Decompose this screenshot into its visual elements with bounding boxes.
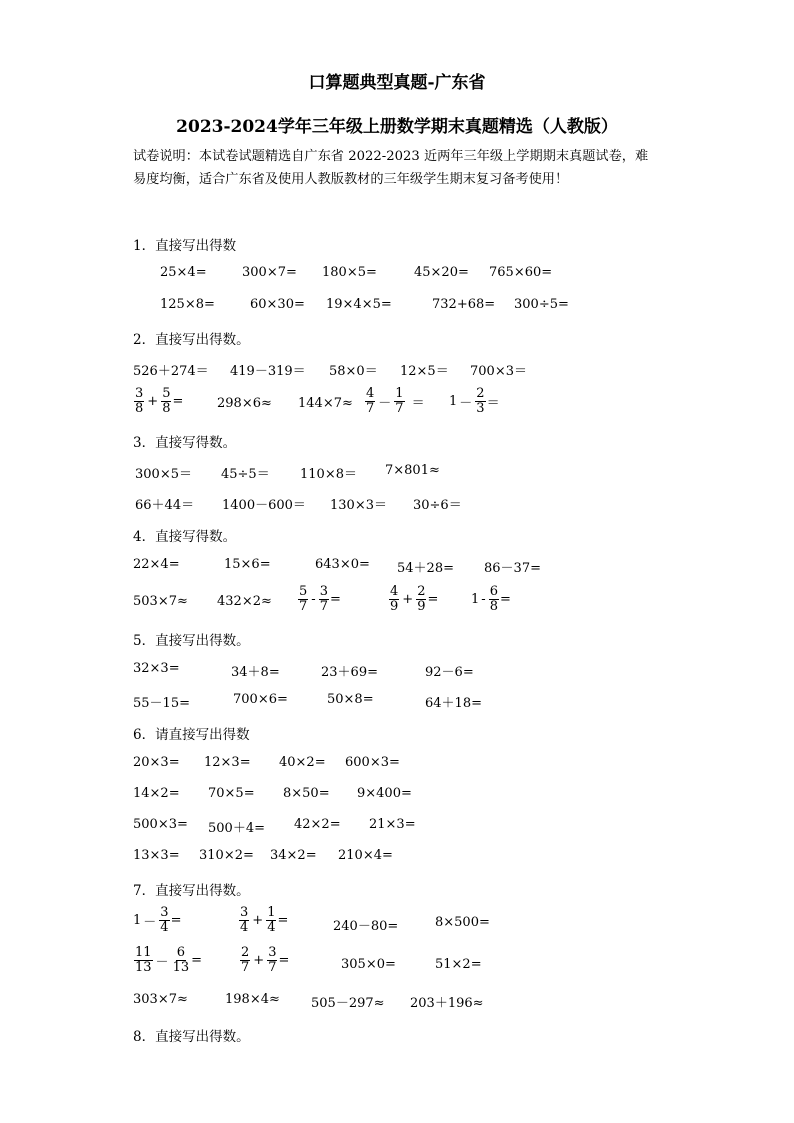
problem: 50×8= [327, 692, 374, 707]
equals-sign: = [278, 953, 290, 968]
problem: 180×5= [322, 265, 377, 280]
problem: 12×5＝ [400, 364, 449, 379]
whole-number: 1 [449, 394, 458, 409]
section-heading: 4．直接写得数。 [133, 529, 237, 545]
problem: 210×4= [338, 848, 393, 863]
problem: 54＋28= [397, 561, 454, 576]
numerator: 3 [319, 584, 328, 599]
problem: 58×0＝ [329, 364, 378, 379]
fraction [239, 906, 249, 935]
section-heading: 3．直接写得数。 [133, 435, 237, 451]
fraction [240, 946, 250, 975]
problem: 700×3＝ [470, 364, 527, 379]
problem: 643×0= [315, 557, 370, 572]
fraction [266, 906, 276, 935]
denominator: 7 [241, 960, 250, 975]
problem: 203＋196≈ [410, 996, 484, 1011]
operator: - [311, 592, 316, 607]
problem: 240－80= [333, 919, 399, 934]
problem: 45÷5＝ [221, 467, 270, 482]
operator: － [378, 396, 392, 411]
operator: － [143, 915, 157, 930]
numerator: 2 [417, 584, 426, 599]
equals-sign: = [329, 592, 341, 607]
numerator: 2 [476, 386, 485, 401]
equals-sign: = [170, 913, 182, 928]
denominator: 4 [160, 920, 169, 935]
problem: 130×3＝ [330, 498, 387, 513]
fraction-problem [239, 946, 289, 975]
numerator: 6 [176, 945, 185, 960]
problem: 303×7≈ [133, 992, 188, 1007]
description-line: 易度均衡，适合广东省及使用人教版教材的三年级学生期末复习备考使用！ [133, 172, 569, 187]
denominator: 8 [489, 599, 498, 614]
problem: 42×2= [294, 817, 341, 832]
whole-number: 1 [133, 913, 142, 928]
denominator: 3 [476, 401, 485, 416]
section-heading: 7．直接写出得数。 [133, 883, 250, 899]
equals-sign: = [172, 394, 184, 409]
problem: 66＋44＝ [135, 498, 195, 513]
problem: 34＋8= [231, 665, 280, 680]
page-title: 口算题典型真题-广东省 [308, 73, 486, 93]
fraction-problem [449, 387, 500, 416]
numerator: 3 [268, 945, 277, 960]
problem: 505－297≈ [311, 996, 385, 1011]
problem: 7×801≈ [385, 463, 440, 478]
numerator: 2 [241, 945, 250, 960]
problem: 9×400= [357, 786, 412, 801]
equals-sign: = [191, 953, 203, 968]
denominator: 7 [395, 401, 404, 416]
problem: 12×3= [204, 755, 251, 770]
section-heading: 2．直接写出得数。 [133, 332, 250, 348]
problem: 13×3= [133, 848, 180, 863]
operator: + [252, 913, 264, 928]
numerator: 4 [390, 584, 399, 599]
numerator: 3 [240, 905, 249, 920]
denominator: 8 [162, 401, 171, 416]
fraction-problem [364, 387, 425, 416]
problem: 300×5＝ [135, 467, 192, 482]
equals-sign: = [277, 913, 289, 928]
denominator: 4 [240, 920, 249, 935]
problem: 92－6= [425, 665, 474, 680]
problem: 32×3= [133, 661, 180, 676]
numerator: 6 [489, 584, 498, 599]
fraction [134, 387, 144, 416]
numerator: 1 [395, 386, 404, 401]
exam-description [133, 145, 673, 191]
fraction [172, 946, 191, 975]
problem: 732+68= [432, 297, 496, 312]
problem: 34×2= [270, 848, 317, 863]
fraction [319, 585, 329, 614]
fraction-problem [238, 906, 288, 935]
fraction [394, 387, 404, 416]
numerator: 11 [135, 945, 152, 960]
fraction [267, 946, 277, 975]
description-line: 试卷说明：本试卷试题精选自广东省 2022-2023 近两年三年级上学期期末真题试卷，难 [133, 149, 649, 164]
problem: 86－37= [484, 561, 541, 576]
problem: 500＋4= [208, 821, 265, 836]
problem: 30÷6＝ [413, 498, 462, 513]
numerator: 1 [267, 905, 276, 920]
operator: + [253, 953, 265, 968]
numerator: 5 [299, 584, 308, 599]
problem: 503×7≈ [133, 594, 188, 609]
problem: 8×500= [435, 915, 490, 930]
problem: 125×8= [160, 297, 215, 312]
denominator: 7 [268, 960, 277, 975]
denominator: 4 [267, 920, 276, 935]
problem: 19×4×5= [326, 297, 392, 312]
numerator: 3 [135, 386, 144, 401]
denominator: 9 [390, 599, 399, 614]
equals-sign: ＝ [486, 396, 500, 411]
problem: 144×7≈ [298, 396, 353, 411]
fraction [475, 387, 485, 416]
page-subtitle: 2023-2024学年三年级上册数学期末真题精选（人教版） [176, 117, 618, 137]
problem: 64＋18= [425, 696, 482, 711]
section-heading: 5．直接写出得数。 [133, 633, 250, 649]
problem: 110×8＝ [300, 467, 357, 482]
denominator: 7 [366, 401, 375, 416]
equals-sign: ＝ [411, 396, 425, 411]
problem: 300÷5= [514, 297, 569, 312]
section-heading: 8．直接写出得数。 [133, 1029, 250, 1045]
problem: 22×4= [133, 557, 180, 572]
fraction-problem [297, 585, 341, 614]
fraction [159, 906, 169, 935]
operator: － [459, 396, 473, 411]
problem: 765×60= [489, 265, 553, 280]
problem: 526＋274＝ [133, 364, 209, 379]
problem: 45×20= [414, 265, 469, 280]
equals-sign: = [499, 592, 511, 607]
problem: 51×2= [435, 957, 482, 972]
operator: - [481, 592, 486, 607]
problem: 700×6= [233, 692, 288, 707]
denominator: 13 [135, 960, 152, 975]
fraction [365, 387, 375, 416]
numerator: 3 [160, 905, 169, 920]
denominator: 7 [319, 599, 328, 614]
fraction [389, 585, 399, 614]
operator: + [147, 394, 159, 409]
problem: 70×5= [208, 786, 255, 801]
equals-sign: = [427, 592, 439, 607]
problem: 60×30= [250, 297, 305, 312]
denominator: 13 [172, 960, 190, 975]
problem: 310×2= [199, 848, 254, 863]
operator: － [155, 955, 169, 970]
problem: 432×2≈ [217, 594, 272, 609]
whole-number: 1 [471, 592, 480, 607]
fraction-problem [471, 585, 511, 614]
problem: 500×3= [133, 817, 188, 832]
fraction [489, 585, 499, 614]
problem: 40×2= [279, 755, 326, 770]
problem: 14×2= [133, 786, 180, 801]
problem: 305×0= [341, 957, 396, 972]
problem: 20×3= [133, 755, 180, 770]
fraction-problem [388, 585, 438, 614]
section-heading: 6．请直接写出得数 [133, 727, 250, 743]
problem: 600×3= [345, 755, 400, 770]
denominator: 7 [299, 599, 308, 614]
problem: 55－15= [133, 696, 190, 711]
problem: 8×50= [283, 786, 330, 801]
fraction [161, 387, 171, 416]
operator: + [402, 592, 414, 607]
numerator: 5 [162, 386, 171, 401]
problem: 15×6= [224, 557, 271, 572]
problem: 300×7= [242, 265, 297, 280]
fraction-problem [133, 946, 202, 975]
fraction [416, 585, 426, 614]
problem: 298×6≈ [217, 396, 272, 411]
denominator: 8 [135, 401, 144, 416]
problem: 23＋69= [321, 665, 378, 680]
section-heading: 1．直接写出得数 [133, 238, 237, 254]
problem: 198×4≈ [225, 992, 280, 1007]
problem: 1400－600＝ [222, 498, 306, 513]
fraction-problem [133, 387, 183, 416]
fraction [298, 585, 308, 614]
fraction [134, 946, 153, 975]
problem: 21×3= [369, 817, 416, 832]
numerator: 4 [366, 386, 375, 401]
denominator: 9 [417, 599, 426, 614]
problem: 25×4= [160, 265, 207, 280]
fraction-problem [133, 906, 181, 935]
problem: 419－319＝ [230, 364, 306, 379]
